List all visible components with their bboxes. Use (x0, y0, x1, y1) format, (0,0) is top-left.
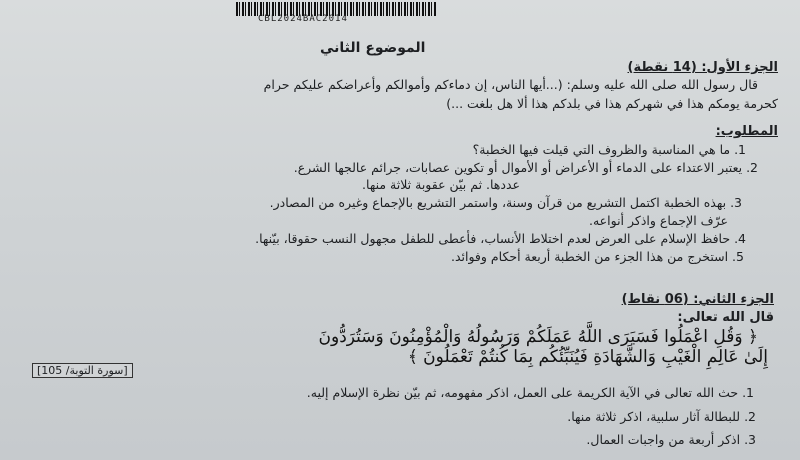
part1-heading: الجزء الأول: (14 نقطة) (627, 60, 778, 75)
verse-intro: قال الله تعالى: (677, 310, 774, 325)
verse-line-2: إِلَىٰ عَالِمِ الْغَيْبِ وَالشَّهَادَةِ فَيُنَبِّئُكُم بِمَا كُنتُمْ تَعْمَلُونَ ﴾ (407, 347, 768, 367)
barcode-number: CBL2024BAC2014 (258, 14, 348, 24)
required-heading: المطلوب: (715, 124, 778, 139)
page-title: الموضوع الثاني (320, 40, 426, 56)
verse-line-1: ﴿ وَقُلِ اعْمَلُوا فَسَيَرَى اللَّهُ عَمَلَكُمْ وَرَسُولُهُ وَالْمُؤْمِنُونَ وَسَتُرَدُّونَ (318, 327, 758, 347)
part2-question-3: 3. اذكر أربعة من واجبات العمال. (586, 432, 756, 447)
question-1: 1. ما هي المناسبة والظروف التي قيلت فيها الخطبة؟ (472, 142, 746, 157)
part2-heading: الجزء الثاني: (06 نقاط) (621, 292, 774, 307)
question-4: 4. حافظ الإسلام على العرض لعدم اختلاط الأنساب، فأعطى للطفل مجهول النسب حقوقا، بيّنها. (255, 231, 746, 246)
part2-question-2: 2. للبطالة آثار سلبية، اذكر ثلاثة منها. (567, 409, 756, 424)
hadith-line-2: كحرمة يومكم هذا في شهركم هذا في بلدكم هذا ألا هل بلغت ...) (446, 96, 778, 111)
question-3-cont: عرّف الإجماع واذكر أنواعه. (589, 213, 728, 228)
part2-question-1: 1. حث الله تعالى في الآية الكريمة على العمل، اذكر مفهومه، ثم بيّن نظرة الإسلام إليه. (306, 385, 754, 400)
verse-reference: [سورة التوبة/ 105] (32, 363, 133, 378)
question-2-cont: عددها. ثم بيّن عقوبة ثلاثة منها. (362, 177, 520, 192)
hadith-line-1: قال رسول الله صلى الله عليه وسلم: (...أيها الناس، إن دماءكم وأموالكم وأعراضكم عليكم حرام (263, 77, 758, 92)
question-5: 5. استخرج من هذا الجزء من الخطبة أربعة أحكام وفوائد. (450, 249, 744, 264)
question-3: 3. بهذه الخطبة اكتمل التشريع من قرآن وسنة، واستمر التشريع بالإجماع وغيره من المصادر. (269, 195, 742, 210)
question-2: 2. يعتبر الاعتداء على الدماء أو الأعراض أو الأموال أو تكوين عصابات، جرائم عالجها الشرع. (293, 160, 758, 175)
